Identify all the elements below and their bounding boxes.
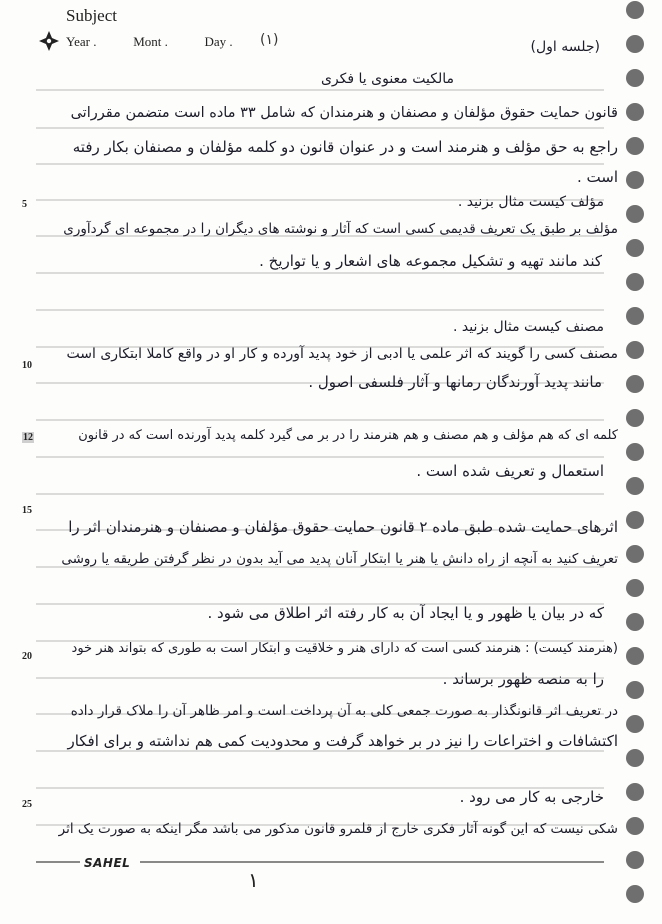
section-heading: مالکیت معنوی یا فکری: [320, 71, 454, 87]
year-label: Year .: [66, 34, 97, 49]
text-line: خارجی به کار می رود .: [459, 788, 604, 806]
margin-number: 10: [22, 360, 32, 371]
text-line: استعمال و تعریف شده است .: [416, 462, 604, 480]
text-line: اکتشافات و اختراعات را نیز در بر خواهد گرفت و محدودیت کمی هم نداشته و برای افکار: [67, 732, 618, 750]
text-line: راجع به حق مؤلف و هنرمند است و در عنوان قانون دو کلمه مؤلفان و مصنفان بکار رفته: [72, 138, 618, 156]
page-header: [38, 4, 598, 54]
date-row: [66, 34, 245, 50]
footer-page-number: ۱: [248, 868, 259, 892]
text-line: قانون حمایت حقوق مؤلفان و مصنفان و هنرمندان که شامل ۳۳ ماده است متضمن مقرراتی: [70, 105, 618, 121]
month-label: Mont .: [133, 34, 168, 49]
text-line: مؤلف بر طبق یک تعریف قدیمی کسی است که آثار و نوشته های دیگران را در مجموعه ای گردآوری: [63, 221, 618, 237]
question-heading: مصنف کیست مثال بزنید .: [453, 319, 604, 335]
header-page-number: (۱): [260, 32, 279, 48]
margin-number: 12: [23, 432, 33, 443]
text-line: اثرهای حمایت شده طبق ماده ۲ قانون حمایت حقوق مؤلفان و مصنفان و هنرمندان اثر را: [68, 518, 618, 536]
text-line: تعریف کنید به آنچه از راه دانش یا هنر یا ابتکار آنان پدید می آید بدون در نظر گرفتن طریقه یا روشی: [61, 551, 618, 567]
question-heading: مؤلف کیست مثال بزنید .: [457, 194, 604, 210]
margin-number: 5: [22, 199, 27, 210]
margin-number: 25: [22, 799, 32, 810]
cross-ornament-icon: [38, 30, 60, 52]
session-title: (جلسه اول): [530, 39, 600, 55]
text-line: که در بیان یا ظهور و یا ایجاد آن به کار رفته اثر اطلاق می شود .: [207, 604, 604, 622]
text-line: کلمه ای که هم مؤلف و هم مصنف و هم هنرمند را در بر می گیرد کلمه پدید آورنده است که در قانون: [78, 428, 618, 443]
day-label: Day .: [204, 34, 233, 49]
text-line: شکی نیست که این گونه آثار فکری خارج از قلمرو قانون مذکور می باشد مگر اینکه به صورت یک اثر: [58, 821, 618, 837]
text-line: است .: [576, 168, 618, 186]
text-line: مصنف کسی را گویند که اثر علمی یا ادبی از خود پدید آورده و کار او در واقع کاملا ابتکاری است: [66, 346, 618, 362]
text-line: را به منصه ظهور برساند .: [442, 670, 604, 688]
binding-holes: [622, 0, 652, 924]
text-line: کند مانند تهیه و تشکیل مجموعه های اشعار و یا تواریخ .: [259, 252, 602, 270]
text-line: در تعریف اثر قانونگذار به صورت جمعی کلی به آن پرداخت است و امر ظاهر آن را ملاک قرار داده: [70, 703, 618, 719]
text-line: مانند پدید آورندگان رمانها و آثار فلسفی اصول .: [308, 373, 602, 391]
text-line: (هنرمند کیست) : هنرمند کسی است که دارای هنر و خلاقیت و ابتکار است به طوری که بتواند هنر خود: [71, 641, 618, 656]
brand-logo: SAHEL: [84, 856, 131, 870]
subject-label: Subject: [66, 6, 117, 25]
margin-number: 15: [22, 505, 32, 516]
margin-number: 20: [22, 651, 32, 662]
